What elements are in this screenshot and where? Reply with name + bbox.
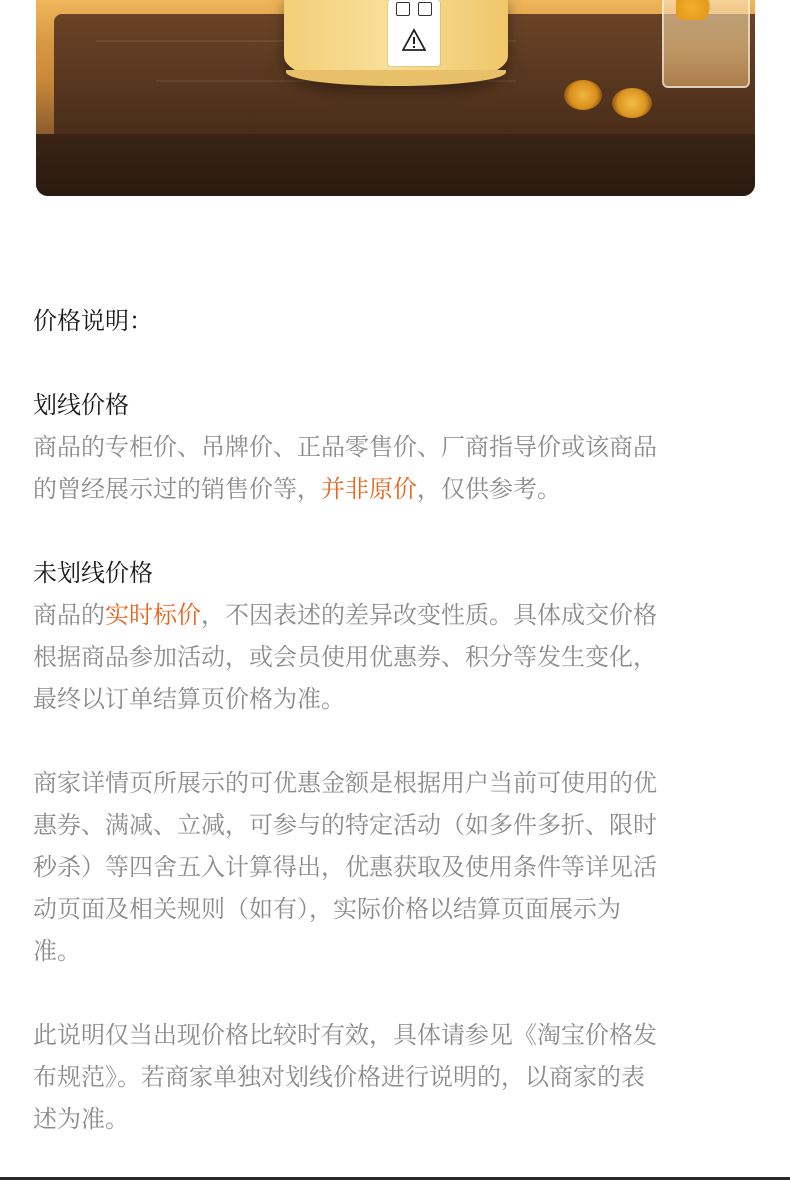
strike-price-text-line: 商品的专柜价、吊牌价、正品零售价、厂商指导价或该商品 <box>33 433 657 461</box>
dried-flower <box>612 88 652 118</box>
validity-text-line: 述为准。 <box>33 1105 129 1133</box>
text-segment: ，仅供参考。 <box>417 475 561 503</box>
spacer <box>33 342 753 384</box>
discount-text-line: 秒杀）等四舍五入计算得出，优惠获取及使用条件等详见活 <box>33 853 657 881</box>
spacer <box>33 720 753 762</box>
warning-triangle-icon <box>402 28 426 52</box>
product-image <box>36 0 755 196</box>
validity-text-line: 此说明仅当出现价格比较时有效，具体请参见《淘宝价格发 <box>33 1021 657 1049</box>
label-symbol-icon <box>418 2 432 16</box>
discount-text-line: 准。 <box>33 937 81 965</box>
realtime-price-highlight: 实时标价 <box>105 601 201 629</box>
text-segment: ，不因表述的差异改变性质。具体成交价格 <box>201 601 657 629</box>
spacer <box>33 972 753 1014</box>
strike-price-text-line <box>33 468 753 510</box>
dried-flower <box>564 80 602 110</box>
not-original-price-highlight: 并非原价 <box>321 475 417 503</box>
text-segment: 商品的 <box>33 601 105 629</box>
nonstrike-price-heading: 未划线价格 <box>33 559 153 587</box>
text-segment: 的曾经展示过的销售价等， <box>33 475 321 503</box>
nonstrike-price-text-line: 根据商品参加活动，或会员使用优惠券、积分等发生变化， <box>33 643 657 671</box>
price-notice-title: 价格说明： <box>33 307 153 335</box>
nonstrike-price-text-line <box>33 594 753 636</box>
strike-price-heading: 划线价格 <box>33 391 129 419</box>
table-edge <box>36 134 755 196</box>
price-notice <box>33 300 753 1140</box>
discount-text-line: 惠券、满减、立减，可参与的特定活动（如多件多折、限时 <box>33 811 657 839</box>
nonstrike-price-text-line: 最终以订单结算页价格为准。 <box>33 685 345 713</box>
discount-text-line: 商家详情页所展示的可优惠金额是根据用户当前可使用的优 <box>33 769 657 797</box>
chrysanthemum-in-glass <box>676 0 716 20</box>
discount-text-line: 动页面及相关规则（如有），实际价格以结算页面展示为 <box>33 895 621 923</box>
validity-text-line: 布规范》。若商家单独对划线价格进行说明的，以商家的表 <box>33 1063 645 1091</box>
label-symbol-icon <box>396 2 410 16</box>
spacer <box>33 510 753 552</box>
